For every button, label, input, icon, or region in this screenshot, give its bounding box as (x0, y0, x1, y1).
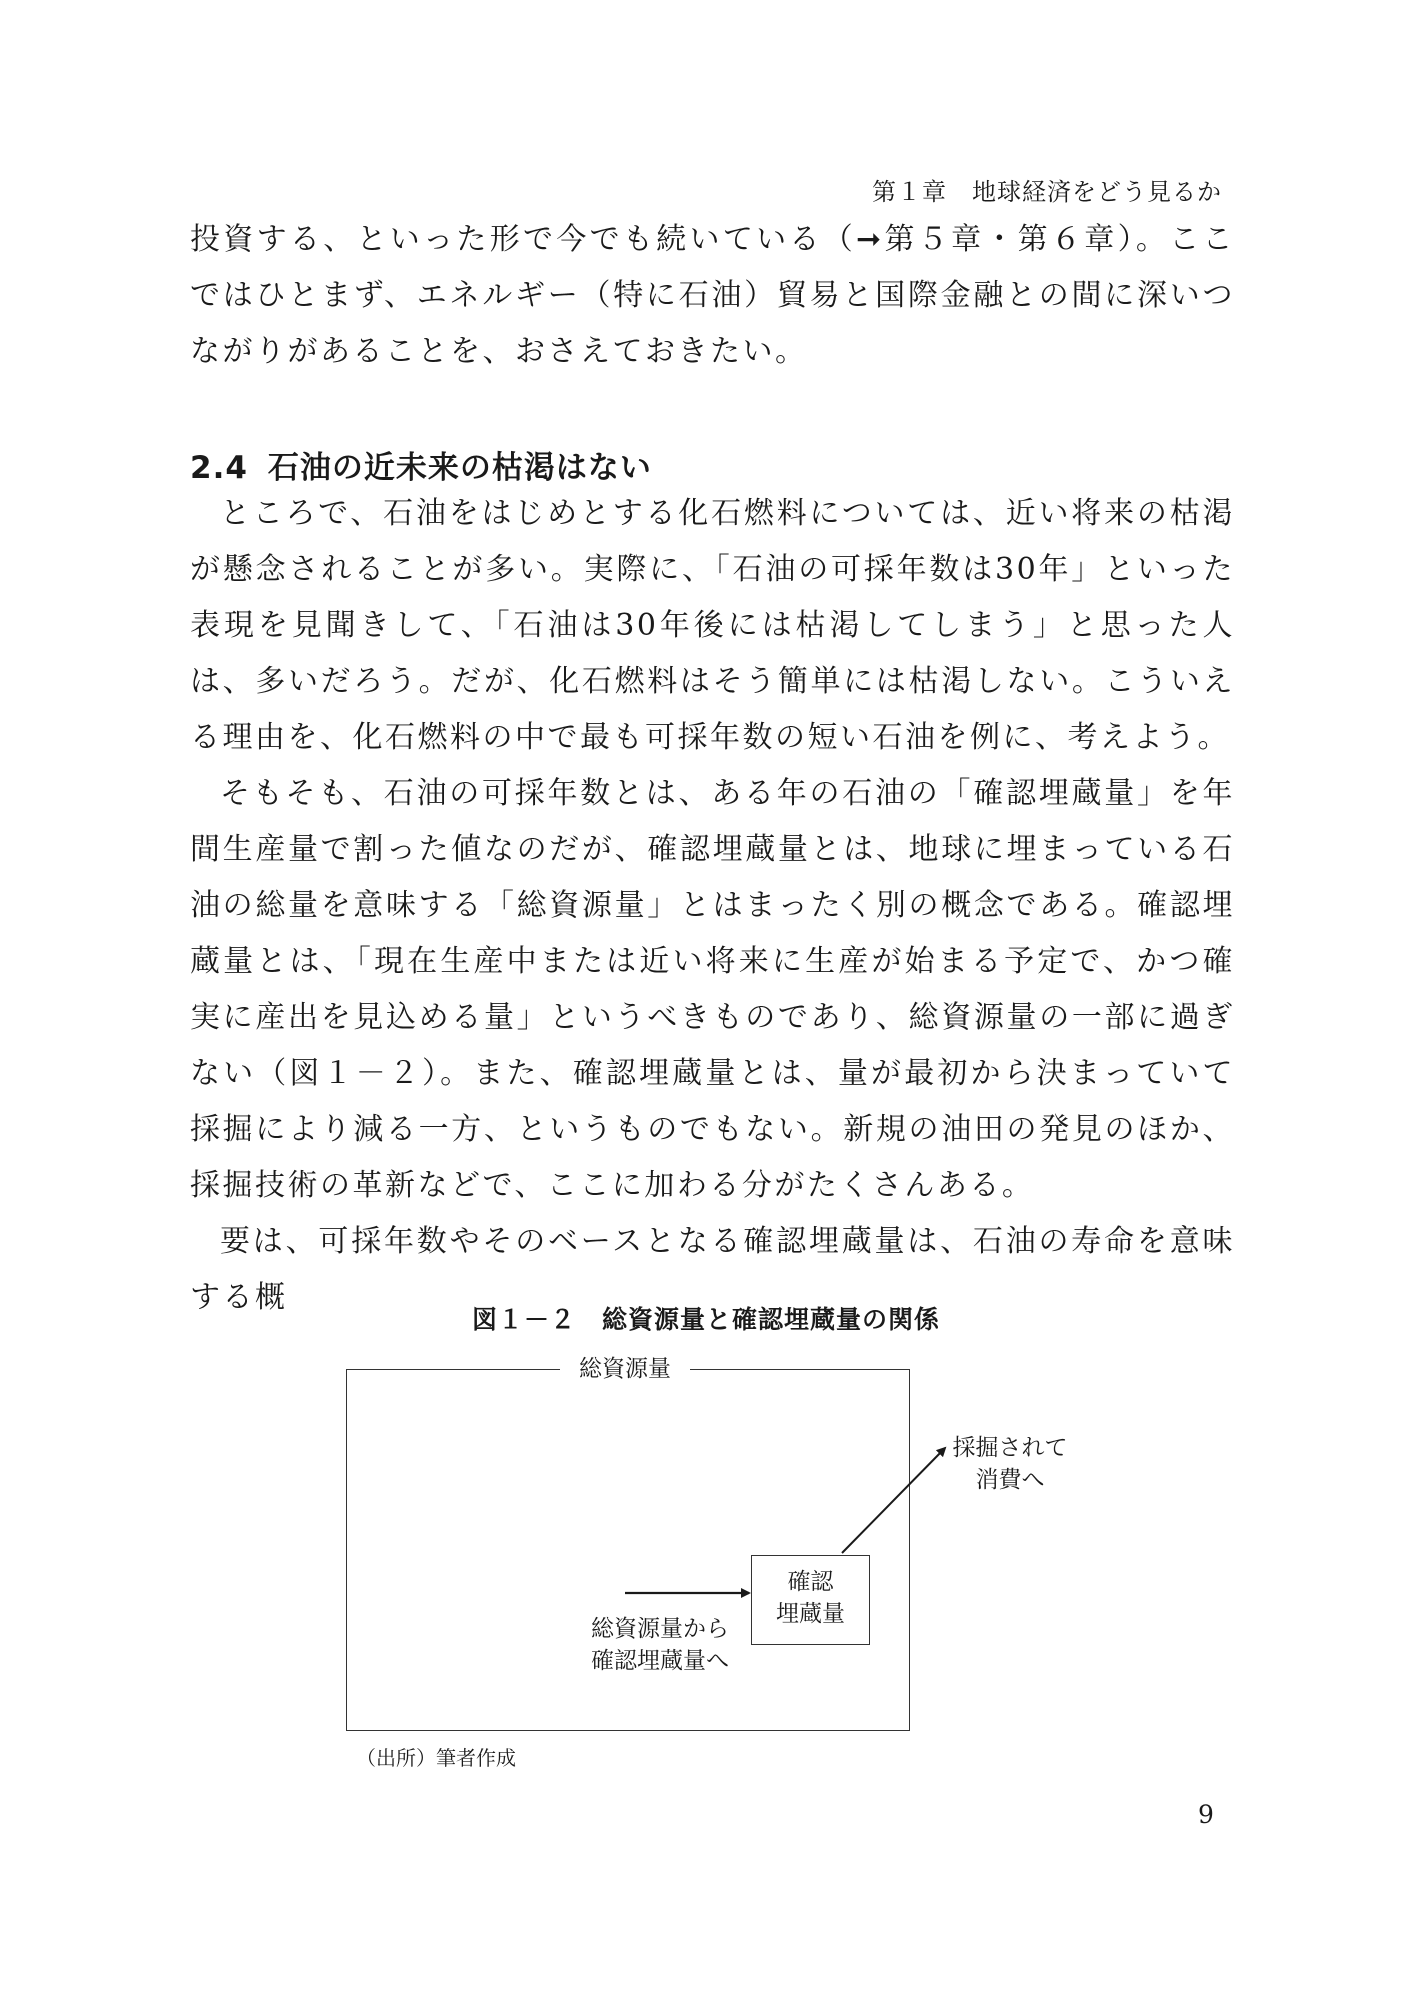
section-text-block (190, 486, 1235, 1326)
section-title: 石油の近未来の枯渇はない (267, 450, 652, 486)
figure-title: 図１－２ 総資源量と確認埋蔵量の関係 (471, 1305, 940, 1334)
outflow-label: 採掘されて 消費へ (952, 1435, 1068, 1493)
page-number: 9 (1198, 1800, 1214, 1829)
paragraph: そもそも、石油の可採年数とは、ある年の石油の「確認埋蔵量」を年間生産量で割った値なのだが、確認埋蔵量とは、地球に埋まっている石油の総量を意味する「総資源量」とはまったく別の概念である。確認埋蔵量とは、「現在生産中または近い将来に生産が始まる予定で、かつ確実に産出を見込める量」というべきものであり、総資源量の一部に過ぎない（図１－２）。また、確認埋蔵量とは、量が最初から決まっていて採掘により減る一方、というものでもない。新規の油田の発見のほか、採掘技術の革新などで、ここに加わる分がたくさんある。 (190, 776, 1235, 1203)
paragraph: 要は、可採年数やそのベースとなる確認埋蔵量は、石油の寿命を意味する概 (190, 1224, 1235, 1315)
section-number: 2.4 (190, 450, 248, 486)
paragraph: 投資する、といった形で今でも続いている（➞第５章・第６章）。ここではひとまず、エネルギー（特に石油）貿易と国際金融との間に深いつながりがあることを、おさえておきたい。 (190, 222, 1235, 369)
paragraph: ところで、石油をはじめとする化石燃料については、近い将来の枯渇が懸念されることが多い。実際に、「石油の可採年数は30年」といった表現を見聞きして、「石油は30年後には枯渇してしまう」と思った人は、多いだろう。だが、化石燃料はそう簡単には枯渇しない。こういえる理由を、化石燃料の中で最も可採年数の短い石油を例に、考えよう。 (190, 496, 1235, 755)
section-heading (190, 442, 652, 487)
inflow-label: 総資源量から 確認埋蔵量へ (591, 1616, 729, 1674)
total-resources-label: 総資源量 (560, 1355, 690, 1383)
intro-text-block (190, 212, 1235, 380)
running-header: 第１章 地球経済をどう見るか (872, 178, 1222, 206)
source-note: （出所）筆者作成 (356, 1746, 516, 1770)
proven-reserves-label: 確認 埋蔵量 (776, 1569, 845, 1627)
